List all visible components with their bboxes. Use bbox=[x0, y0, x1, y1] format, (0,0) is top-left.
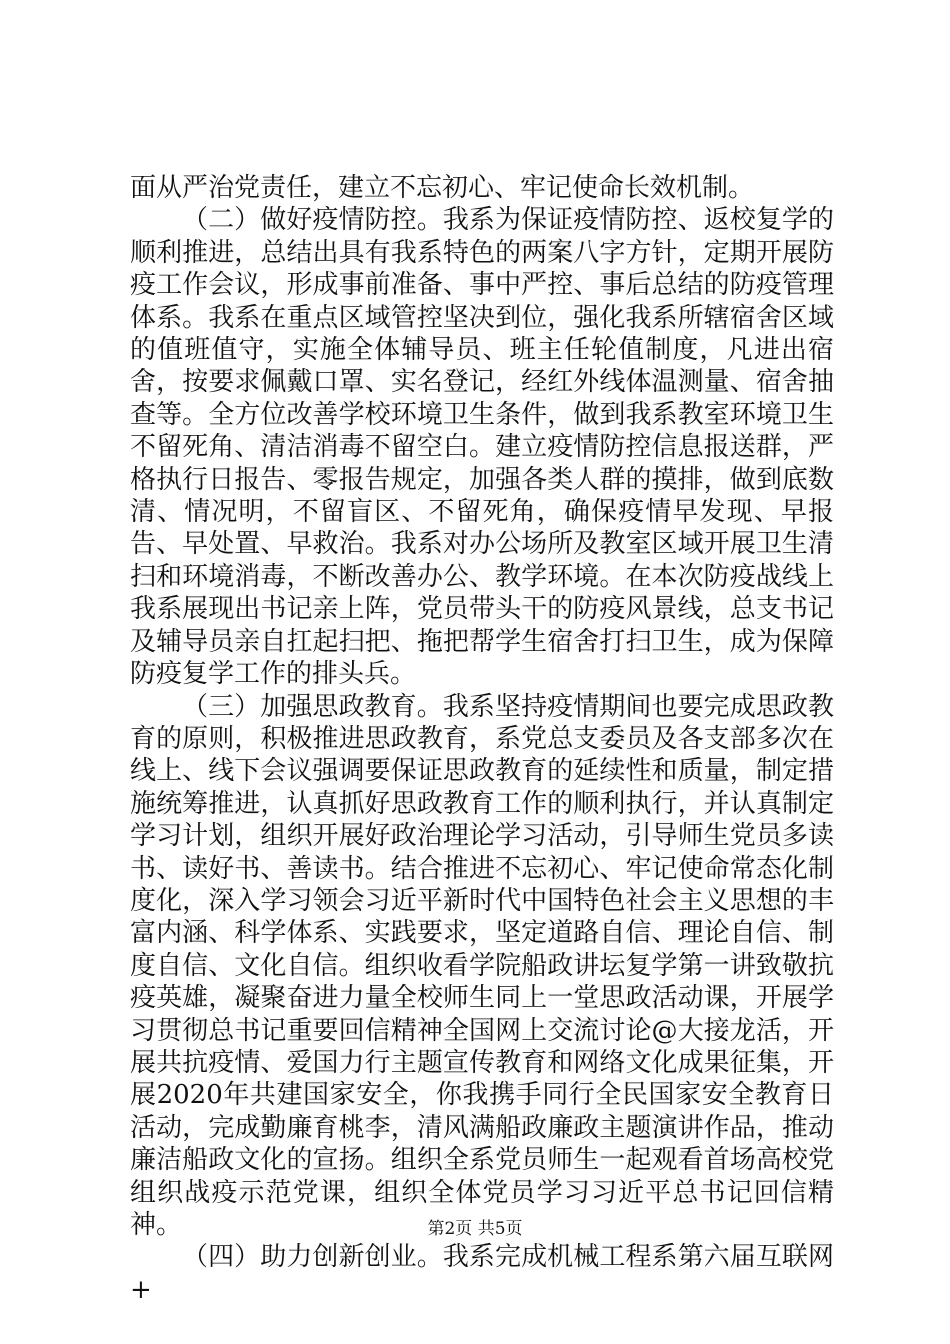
page-number-label: 第2页 共5页 bbox=[427, 1219, 523, 1239]
paragraph-innovation: （四）助力创新创业。我系完成机械工程系第六届互联网+ bbox=[130, 1242, 834, 1305]
page-footer bbox=[0, 1214, 950, 1239]
paragraph-continuation: 面从严治党责任，建立不忘初心、牢记使命长效机制。 bbox=[130, 173, 755, 203]
document-body bbox=[130, 172, 834, 1306]
paragraph-ideological-education: （三）加强思政教育。我系坚持疫情期间也要完成思政教育的原则，积极推进思政教育，系党总支委员及各支部多次在线上、线下会议强调要保证思政教育的延续性和质量，制定措施统筹推进，认真抓好思政教育工作的顺利执行，并认真制定学习计划，组织开展好政治理论学习活动，引导师生党员多读书、读好书、善读书。结合推进不忘初心、牢记使命常态化制度化，深入学习领会习近平新时代中国特色社会主义思想的丰富内涵、科学体系、实践要求，坚定道路自信、理论自信、制度自信、文化自信。组织收看学院船政讲坛复学第一讲致敬抗疫英雄，凝聚奋进力量全校师生同上一堂思政活动课，开展学习贯彻总书记重要回信精神全国网上交流讨论@大接龙活，开展共抗疫情、爱国力行主题宣传教育和网络文化成果征集，开展2020年共建国家安全，你我携手同行全民国家安全教育日活动，完成勤廉育桃李，清风满船政廉政主题演讲作品，推动廉洁船政文化的宣扬。组织全系党员师生一起观看首场高校党组织战疫示范党课，组织全体党员学习习近平总书记回信精神。 bbox=[130, 691, 834, 1240]
paragraph-epidemic-control: （二）做好疫情防控。我系为保证疫情防控、返校复学的顺利推进，总结出具有我系特色的两案八字方针，定期开展防疫工作会议，形成事前准备、事中严控、事后总结的防疫管理体系。我系在重点区域管控坚决到位，强化我系所辖宿舍区域的值班值守，实施全体辅导员、班主任轮值制度，凡进出宿舍，按要求佩戴口罩、实名登记，经红外线体温测量、宿舍抽查等。全方位改善学校环境卫生条件，做到我系教室环境卫生不留死角、清洁消毒不留空白。建立疫情防控信息报送群，严格执行日报告、零报告规定，加强各类人群的摸排，做到底数清、情况明，不留盲区、不留死角，确保疫情早发现、早报告、早处置、早救治。我系对办公场所及教室区域开展卫生清扫和环境消毒，不断改善办公、教学环境。在本次防疫战线上我系展现出书记亲上阵，党员带头干的防疫风景线，总支书记及辅导员亲自扛起扫把、拖把帮学生宿舍打扫卫生，成为保障防疫复学工作的排头兵。 bbox=[130, 205, 834, 690]
